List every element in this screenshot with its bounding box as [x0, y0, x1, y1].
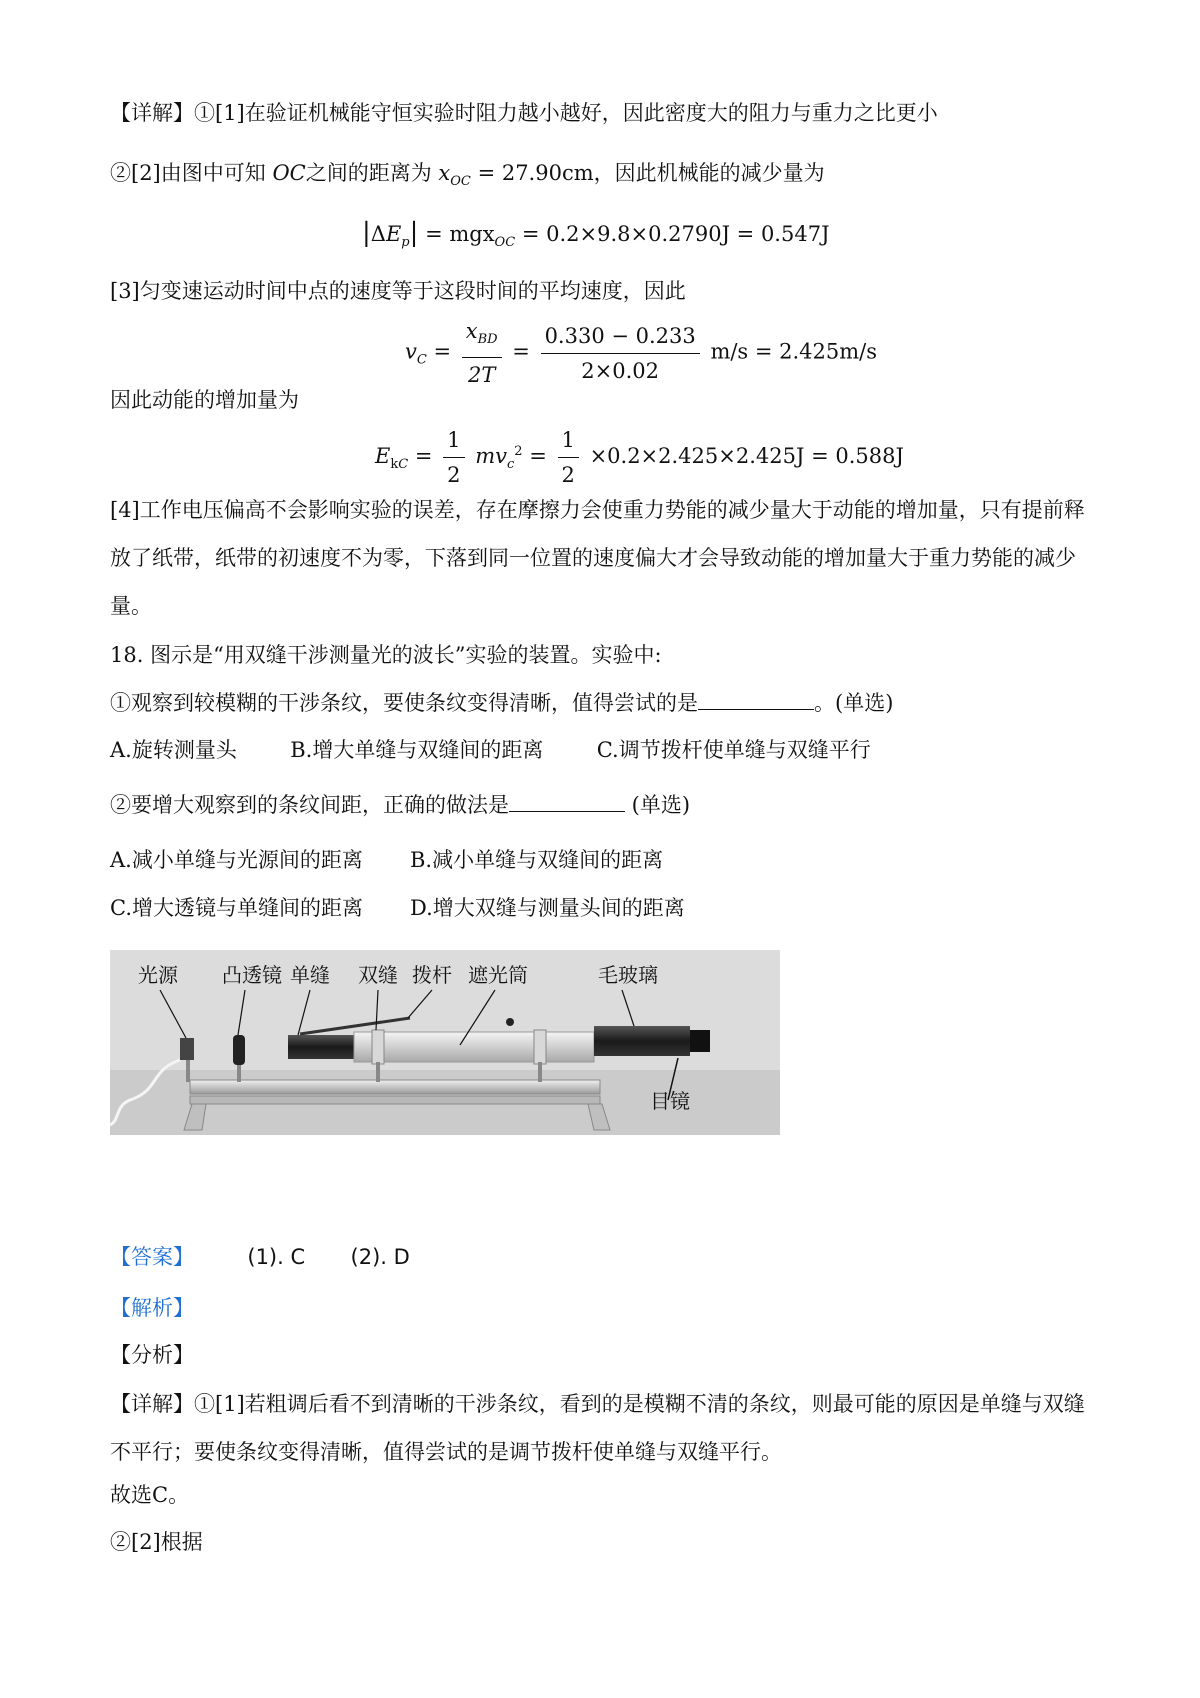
detail-text: ①[1]在验证机械能守恒实验时阻力越小越好，因此密度大的阻力与重力之比更小 — [194, 101, 938, 125]
label-double-slit: 双缝 — [358, 963, 398, 987]
eq2-frac1-den: 2T — [468, 363, 496, 387]
question-18-part2-options-row2 — [110, 893, 685, 923]
line3-text: [3]匀变速运动时间中点的速度等于这段时间的平均速度，因此 — [110, 279, 686, 303]
question-18-stem: 18. 图示是“用双缝干涉测量光的波长”实验的装置。实验中: — [110, 643, 662, 667]
option-2b: B.减小单缝与双缝间的距离 — [410, 848, 664, 872]
detail-line-2: ②[2]由图中可知 OC之间的距离为 $x_{OC} = 27.90cm$，因此机械能的减少量为 — [110, 161, 825, 189]
q1-pre: ①观察到较模糊的干涉条纹，要使条纹变得清晰，值得尝试的是 — [110, 691, 698, 715]
detail-label: 【详解】 — [110, 101, 194, 125]
answer-label: 【答案】 — [110, 1245, 194, 1269]
label-light-shield-tube: 遮光筒 — [468, 963, 528, 987]
q2-pre: ②要增大观察到的条纹间距，正确的做法是 — [110, 793, 509, 817]
answer-blank-1[interactable] — [698, 691, 814, 710]
option-2a: A.减小单缝与光源间的距离 — [110, 848, 363, 872]
question-18-part2 — [110, 790, 690, 820]
eq1-mid: = mgx — [425, 222, 495, 246]
eq2-frac2-num: 0.330 − 0.233 — [541, 321, 700, 354]
apparatus-illustration — [110, 950, 780, 1135]
answer-line — [110, 1242, 410, 1272]
line2-post: ，因此机械能的减少量为 — [593, 161, 825, 185]
label-single-slit: 单缝 — [290, 963, 330, 987]
detail-line-3 — [110, 276, 686, 306]
apparatus-figure — [110, 950, 780, 1135]
option-1c: C.调节拨杆使单缝与双缝平行 — [596, 738, 871, 762]
label-light-source: 光源 — [138, 963, 178, 987]
answer-blank-2[interactable] — [509, 793, 625, 812]
answer-2: (2). D — [350, 1245, 410, 1269]
label-convex-lens: 凸透镜 — [222, 963, 282, 987]
line2-var: OC — [272, 161, 306, 185]
question-18-part2-options-row1 — [110, 845, 663, 875]
option-2c: C.增大透镜与单缝间的距离 — [110, 896, 363, 920]
detail-line-4 — [110, 385, 299, 415]
label-lever: 拨杆 — [412, 963, 452, 987]
eq2-rhs: m/s = 2.425m/s — [710, 339, 878, 364]
q2-post: (单选) — [625, 793, 691, 817]
fenxi-label: 【分析】 — [110, 1343, 194, 1367]
line2-pre: ②[2]由图中可知 — [110, 161, 266, 185]
eq2-frac2-den: 2×0.02 — [581, 358, 660, 383]
eq3-rhs: ×0.2×2.425×2.425J = 0.588J — [589, 444, 904, 468]
label-frosted-glass: 毛玻璃 — [598, 963, 658, 987]
equation-vc: $v_C$ = $\frac{x_{BD}}{2T}$ = $\frac{0.330 - 0.233}{2\times 0.02}$ m/s = 2.425m/s — [405, 316, 877, 390]
answer-detail-paragraph: 【详解】①[1]若粗调后看不到清晰的干涉条纹，看到的是模糊不清的条纹，则最可能的原因是单缝与双缝不平行；要使条纹变得清晰，值得尝试的是调节拨杆使单缝与双缝平行。 — [110, 1392, 1085, 1464]
question-18-part1-options — [110, 735, 871, 765]
answer-1: (1). C — [247, 1245, 306, 1269]
detail-paragraph-4: [4]工作电压偏高不会影响实验的误差，存在摩擦力会使重力势能的减少量大于动能的增加量，只有提前释放了纸带，纸带的初速度不为零，下落到同一位置的速度偏大才会导致动能的增加量大于重力势能的减少量。 — [110, 498, 1085, 618]
label-eyepiece: 目镜 — [650, 1089, 690, 1113]
analysis-label: 【解析】 — [110, 1296, 194, 1320]
option-1a: A.旋转测量头 — [110, 738, 237, 762]
line2-mid: 之间的距离为 — [305, 161, 432, 185]
option-2d: D.增大双缝与测量头间的距离 — [410, 896, 685, 920]
option-1b: B.增大单缝与双缝间的距离 — [290, 738, 544, 762]
equation-ekc: $E_{kC}$ = $\frac{1}{2}$ $mv_c^2$ = $\frac{1}{2}$ ×0.2×2.425×2.425J = 0.588J — [375, 425, 904, 490]
q1-post: 。(单选) — [814, 691, 894, 715]
question-18-part1 — [110, 688, 893, 718]
detail-line-1 — [110, 98, 938, 128]
line4-text: 因此动能的增加量为 — [110, 388, 299, 412]
choose-line: 故选C。 — [110, 1483, 190, 1507]
line2-eq: = 27.90cm — [477, 161, 594, 185]
last-line: ②[2]根据 — [110, 1530, 203, 1554]
eq1-rhs: = 0.2×9.8×0.2790J = 0.547J — [521, 222, 830, 246]
equation-delta-ep: $|\Delta E_p| = mgx_{OC} = 0.2\times 9.8\times 0.2790J = 0.547J$ — [362, 218, 830, 250]
